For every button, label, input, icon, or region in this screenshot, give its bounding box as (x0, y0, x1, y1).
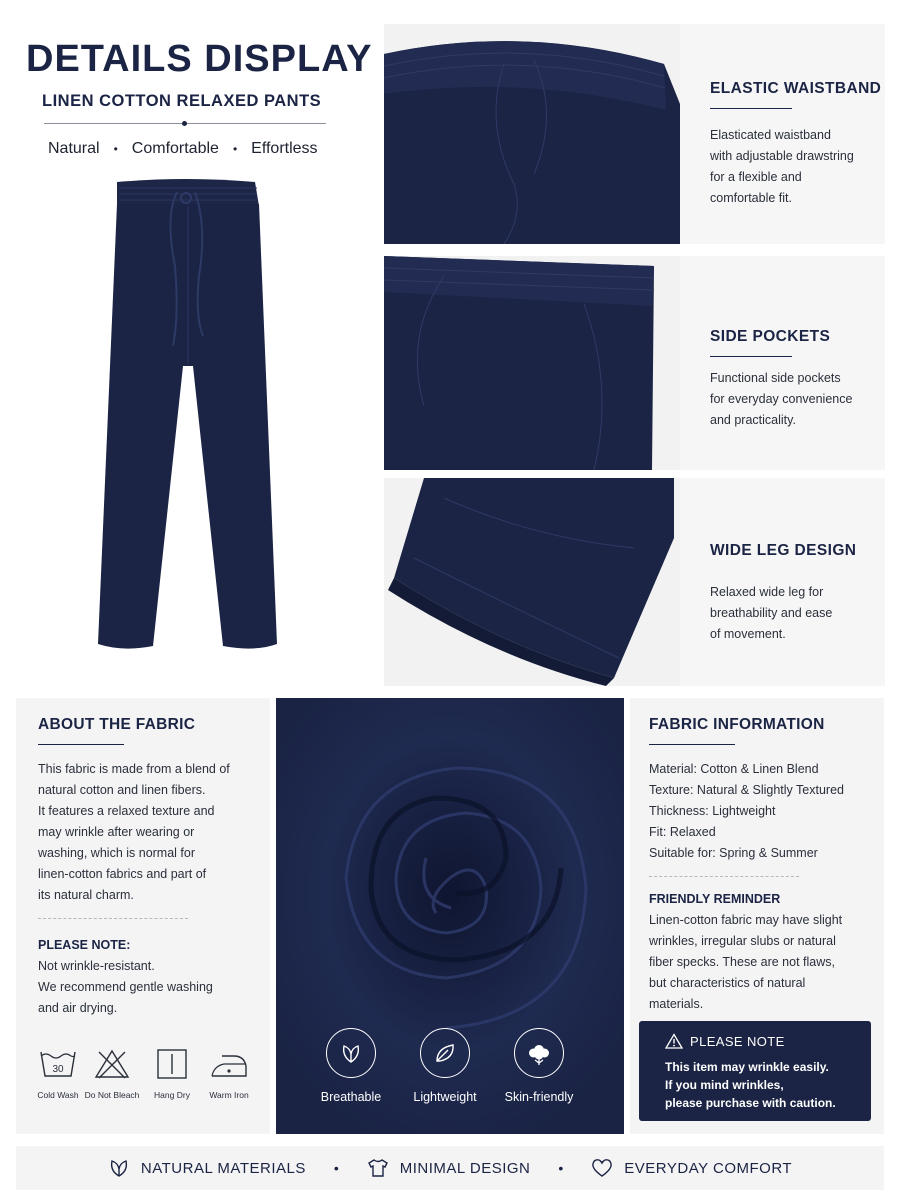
note-line: and air drying. (38, 1001, 118, 1015)
side-pocket-photo (384, 256, 680, 470)
about-rule (38, 744, 124, 745)
hang-dry-icon (153, 1048, 191, 1080)
footer-label: MINIMAL DESIGN (399, 1159, 531, 1177)
footer-label: EVERYDAY COMFORT (624, 1159, 793, 1177)
notebox-line: This item may wrinkle easily. (665, 1060, 829, 1074)
fabric-info-rule (649, 744, 735, 745)
detail-line: with adjustable drawstring (710, 149, 854, 163)
fabric-info-list (649, 759, 844, 864)
reminder-line: materials. (649, 997, 704, 1011)
footer-everyday-comfort (591, 1158, 792, 1178)
warning-icon (665, 1033, 683, 1049)
detail-line: and practicality. (710, 413, 796, 427)
detail-line: for everyday convenience (710, 392, 853, 406)
feature-label: Breathable (320, 1090, 382, 1104)
detail-description (710, 582, 875, 645)
care-cold-wash (28, 1048, 88, 1100)
care-label: Do Not Bleach (84, 1090, 140, 1100)
product-subtitle: LINEN COTTON RELAXED PANTS (42, 92, 322, 110)
wash-30-icon (39, 1048, 77, 1080)
please-note-box-text (665, 1058, 836, 1112)
footer-separator: • (333, 1160, 339, 1176)
info-line: Texture: Natural & Slightly Textured (649, 783, 845, 797)
notebox-line: If you mind wrinkles, (665, 1078, 784, 1092)
leaf-icon (108, 1158, 130, 1178)
wide-leg-photo (384, 478, 680, 686)
please-note-text (38, 956, 213, 1019)
info-line: Suitable for: Spring & Summer (649, 846, 818, 860)
tagline (48, 140, 318, 158)
detail-line: Functional side pockets (710, 371, 841, 385)
feature-skin-friendly (494, 1028, 584, 1104)
care-label: Warm Iron (209, 1090, 249, 1100)
about-line: may wrinkle after wearing or (38, 825, 195, 839)
detail-line: of movement. (710, 627, 786, 641)
feature-label: Lightweight (413, 1090, 477, 1104)
info-line: Thickness: Lightweight (649, 804, 776, 818)
notebox-line: please purchase with caution. (665, 1096, 836, 1110)
feature-breathable (306, 1028, 396, 1104)
tag-natural: Natural (48, 140, 100, 157)
footer-label: NATURAL MATERIALS (140, 1159, 306, 1177)
tag-comfortable: Comfortable (131, 140, 219, 157)
detail-line: Relaxed wide leg for (710, 585, 824, 599)
cotton-icon (514, 1028, 564, 1078)
footer-minimal-design (367, 1158, 531, 1178)
waistband-photo (384, 24, 680, 244)
about-line: natural cotton and linen fibers. (38, 783, 206, 797)
care-label: Cold Wash (37, 1090, 79, 1100)
tag-separator: • (113, 142, 118, 156)
about-line: linen-cotton fabrics and part of (38, 867, 207, 881)
reminder-line: but characteristics of natural (649, 976, 806, 990)
warm-iron-icon (210, 1048, 248, 1080)
shirt-icon (367, 1158, 389, 1178)
detail-description (710, 125, 875, 209)
fabric-info-title: FABRIC INFORMATION (649, 716, 825, 733)
detail-line: Elasticated waistband (710, 128, 831, 142)
info-line: Material: Cotton & Linen Blend (649, 762, 819, 776)
about-line: its natural charm. (38, 888, 134, 902)
reminder-line: fiber specks. These are not flaws, (649, 955, 835, 969)
detail-line: comfortable fit. (710, 191, 792, 205)
detail-line: for a flexible and (710, 170, 802, 184)
about-text (38, 759, 230, 906)
detail-rule (710, 356, 792, 357)
footer-bar (16, 1146, 884, 1190)
feather-leaf-icon (420, 1028, 470, 1078)
please-note-box (639, 1021, 871, 1121)
detail-line: breathability and ease (710, 606, 833, 620)
please-note-heading: PLEASE NOTE: (38, 938, 131, 952)
divider-dot (182, 121, 187, 126)
pants-product-image (95, 176, 280, 654)
dashed-divider (38, 918, 188, 919)
detail-title: SIDE POCKETS (710, 328, 831, 345)
care-warm-iron (199, 1048, 259, 1100)
care-label: Hang Dry (154, 1090, 190, 1100)
detail-card-waistband (680, 24, 885, 244)
about-title: ABOUT THE FABRIC (38, 716, 196, 733)
detail-description (710, 368, 875, 431)
friendly-reminder-heading: FRIENDLY REMINDER (649, 892, 781, 906)
reminder-line: wrinkles, irregular slubs or natural (649, 934, 836, 948)
tag-effortless: Effortless (251, 140, 318, 157)
detail-card-wide-leg (680, 478, 885, 686)
feature-label: Skin-friendly (504, 1090, 574, 1104)
friendly-reminder-text (649, 910, 842, 1015)
detail-title: ELASTIC WAISTBAND (710, 80, 882, 97)
please-note-box-heading (665, 1033, 785, 1049)
please-note-box-title: PLEASE NOTE (690, 1033, 785, 1049)
note-line: We recommend gentle washing (38, 980, 213, 994)
note-line: Not wrinkle-resistant. (38, 959, 155, 973)
detail-rule (710, 108, 792, 109)
heart-icon (591, 1158, 613, 1178)
do-not-bleach-icon (93, 1048, 131, 1080)
feature-lightweight (400, 1028, 490, 1104)
reminder-line: Linen-cotton fabric may have slight (649, 913, 843, 927)
detail-card-pockets (680, 256, 885, 470)
dashed-divider (649, 876, 799, 877)
info-line: Fit: Relaxed (649, 825, 716, 839)
footer-natural-materials (108, 1158, 306, 1178)
about-line: washing, which is normal for (38, 846, 196, 860)
about-line: It features a relaxed texture and (38, 804, 215, 818)
leaf-icon (326, 1028, 376, 1078)
care-no-bleach (82, 1048, 142, 1100)
about-line: This fabric is made from a blend of (38, 762, 230, 776)
detail-title: WIDE LEG DESIGN (710, 542, 857, 559)
tag-separator: • (232, 142, 238, 156)
wash-temperature: 30 (52, 1064, 64, 1075)
care-hang-dry (142, 1048, 202, 1100)
page-title: DETAILS DISPLAY (26, 38, 373, 80)
footer-separator: • (558, 1160, 564, 1176)
